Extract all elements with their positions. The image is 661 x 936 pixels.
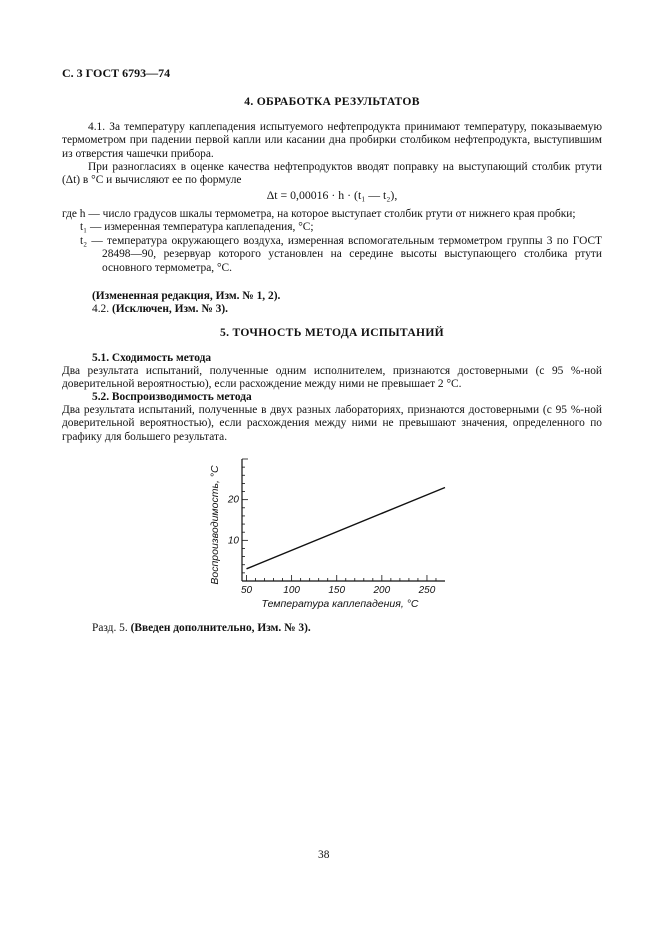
reproducibility-chart bbox=[200, 455, 460, 615]
definition-t1: t₁ — измеренная температура каплепадения, °С; bbox=[80, 221, 314, 234]
paragraph-4-1: 4.1. За температуру каплепадения испытуемого нефтепродукта принимают температуру, показываемую термометром при падении первой капли или касании дна пробирки столбиком нефтепродукта, выступившим из отверстия чашечки прибора. bbox=[62, 121, 602, 160]
definitions-list bbox=[62, 208, 602, 275]
paragraph-4-2-text: (Исключен, Изм. № 3). bbox=[111, 303, 228, 315]
footer-note-prefix: Разд. 5. bbox=[92, 622, 128, 634]
formula: Δt = 0,00016 · h · (t₁ — t₂), bbox=[266, 188, 398, 202]
x-axis-label: Температура каплепадения, °С bbox=[261, 598, 419, 610]
section-4-title: 4. ОБРАБОТКА РЕЗУЛЬТАТОВ bbox=[244, 95, 420, 108]
x-tick-label: 150 bbox=[328, 585, 346, 596]
subsection-5-2-text: Два результата испытаний, полученные в двух разных лабораториях, признаются достоверными (с 95 %-ной доверительной вероятностью), если расхождения между ними не превышают значения, определенного по графику для большего результата. bbox=[62, 404, 602, 443]
x-tick-label: 200 bbox=[373, 585, 391, 596]
reproducibility-line bbox=[247, 487, 445, 568]
chart-series bbox=[247, 487, 445, 568]
paragraph-4-2-number: 4.2. bbox=[92, 303, 110, 315]
x-tick-label: 50 bbox=[240, 585, 253, 596]
section-5-title: 5. ТОЧНОСТЬ МЕТОДА ИСПЫТАНИЙ bbox=[220, 326, 444, 339]
footer-note bbox=[92, 622, 311, 634]
subsection-5-1-text: Два результата испытаний, полученные одним исполнителем, признаются достоверными (с 95 %-ной доверительной вероятностью), если расхождение между ними не превышает 2 °С. bbox=[62, 365, 602, 391]
chart-ticks bbox=[227, 459, 436, 596]
subsection-5-2-title: 5.2. Воспроизводимость метода bbox=[92, 391, 252, 403]
chart-axes bbox=[242, 459, 445, 581]
paragraph-4-2 bbox=[92, 303, 602, 316]
y-tick-label: 20 bbox=[227, 494, 239, 506]
subsection-5-1-title: 5.1. Сходимость метода bbox=[92, 352, 212, 364]
page-header: С. 3 ГОСТ 6793—74 bbox=[62, 66, 171, 80]
page-number: 38 bbox=[318, 849, 330, 861]
y-axis-label: Воспроизводимость, °С bbox=[209, 465, 221, 585]
x-tick-label: 100 bbox=[283, 585, 300, 596]
definition-h: где h — число градусов шкалы термометра, на которое выступает столбик ртути от нижнего края пробки; bbox=[62, 208, 576, 220]
x-tick-label: 250 bbox=[418, 585, 436, 596]
definition-t2: t₂ — температура окружающего воздуха, измеренная вспомогательным термометром группы 3 по ГОСТ 28498—90, резервуар которого установлен на середине высоты выступающего столбика ртути основного термометра, °С. bbox=[80, 234, 602, 274]
footer-note-bold: (Введен дополнительно, Изм. № 3). bbox=[130, 622, 311, 634]
paragraph-correction: При разногласиях в оценке качества нефтепродуктов вводят поправку на выступающий столбик ртути (Δt) в °С и вычисляют ее по формуле bbox=[62, 161, 602, 187]
amendment-note: (Измененная редакция, Изм. № 1, 2). bbox=[92, 290, 281, 302]
y-tick-label: 10 bbox=[227, 535, 239, 547]
